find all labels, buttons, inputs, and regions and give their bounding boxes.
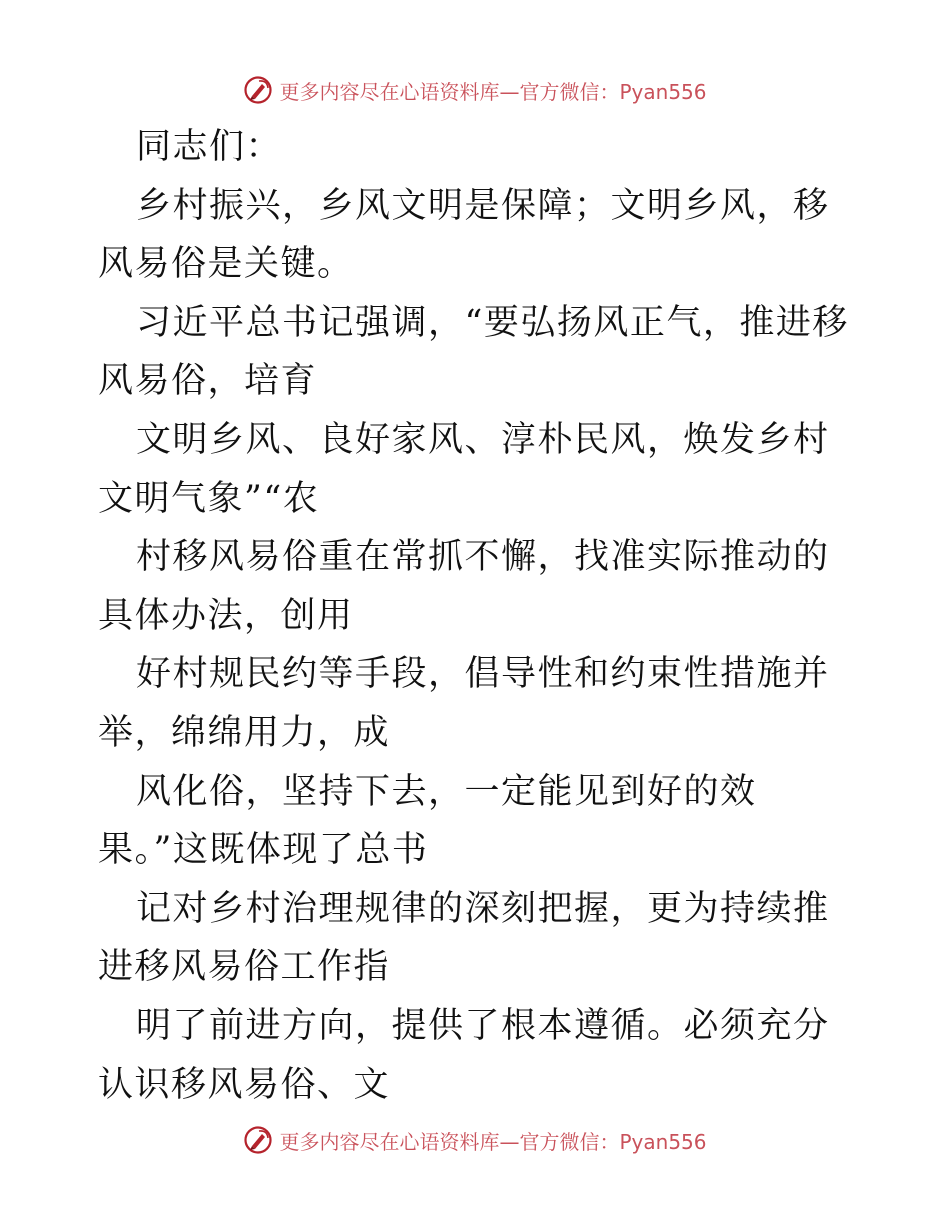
paragraph-line: 俗是关键。 bbox=[171, 244, 354, 285]
paragraph bbox=[98, 997, 858, 1114]
paragraph-line: 风易俗工作指 bbox=[171, 947, 391, 988]
banner-main-text: 更多内容尽在心语资料库 bbox=[279, 79, 500, 104]
paragraph bbox=[98, 763, 858, 880]
banner-wechat-id: Pyan556 bbox=[619, 79, 707, 104]
paragraph-line: 风化俗，坚持下去，一定能见到好的效果。”这 bbox=[98, 771, 757, 871]
paragraph-line: 习近平总书记强调，“要弘扬风正气，推进移风 bbox=[98, 302, 849, 402]
banner-wechat-id: Pyan556 bbox=[619, 1129, 707, 1154]
paragraph bbox=[98, 645, 858, 762]
paragraph-line: 乡村振兴，乡风文明是保障；文明乡风，移风易 bbox=[98, 185, 830, 285]
paragraph-line: 易俗，培育 bbox=[134, 361, 318, 402]
paragraph-line: 记对乡村治理规律的深刻把握，更为持续推进移 bbox=[98, 888, 830, 988]
banner-dash: — bbox=[499, 1129, 520, 1154]
paragraph bbox=[98, 528, 858, 645]
banner-main-text: 更多内容尽在心语资料库 bbox=[279, 1129, 500, 1154]
paragraph-line: 明了前进方向，提供了根本遵循。必须充分认识 bbox=[98, 1005, 830, 1105]
paragraph-line: 村移风易俗重在常抓不懈，找准实际推动的具体 bbox=[98, 537, 830, 636]
banner-wechat-label: 官方微信： bbox=[519, 79, 620, 104]
banner-dash: — bbox=[499, 79, 520, 104]
banner-wechat-label: 官方微信： bbox=[519, 1129, 620, 1154]
pen-logo-icon bbox=[243, 1125, 273, 1155]
document-body bbox=[98, 118, 858, 1114]
paragraph-line: 同志们： bbox=[136, 127, 283, 167]
pen-logo-icon bbox=[243, 75, 273, 105]
paragraph-line: 办法，创用 bbox=[171, 595, 354, 636]
paragraph bbox=[98, 411, 858, 528]
header-watermark bbox=[0, 70, 950, 110]
paragraph bbox=[98, 294, 858, 411]
footer-watermark bbox=[0, 1120, 950, 1160]
paragraph bbox=[98, 118, 858, 177]
paragraph-line: 移风易俗、文 bbox=[171, 1064, 391, 1105]
paragraph-line: 绵绵用力，成 bbox=[171, 712, 391, 753]
paragraph bbox=[98, 880, 858, 997]
paragraph bbox=[98, 177, 858, 294]
paragraph-line: 气象”“农 bbox=[171, 478, 320, 519]
paragraph-line: 既体现了总书 bbox=[209, 830, 429, 871]
paragraph-line: 好村规民约等手段，倡导性和约束性措施并举， bbox=[98, 654, 830, 753]
paragraph-line: 文明乡风、良好家风、淳朴民风，焕发乡村文明 bbox=[98, 419, 830, 519]
